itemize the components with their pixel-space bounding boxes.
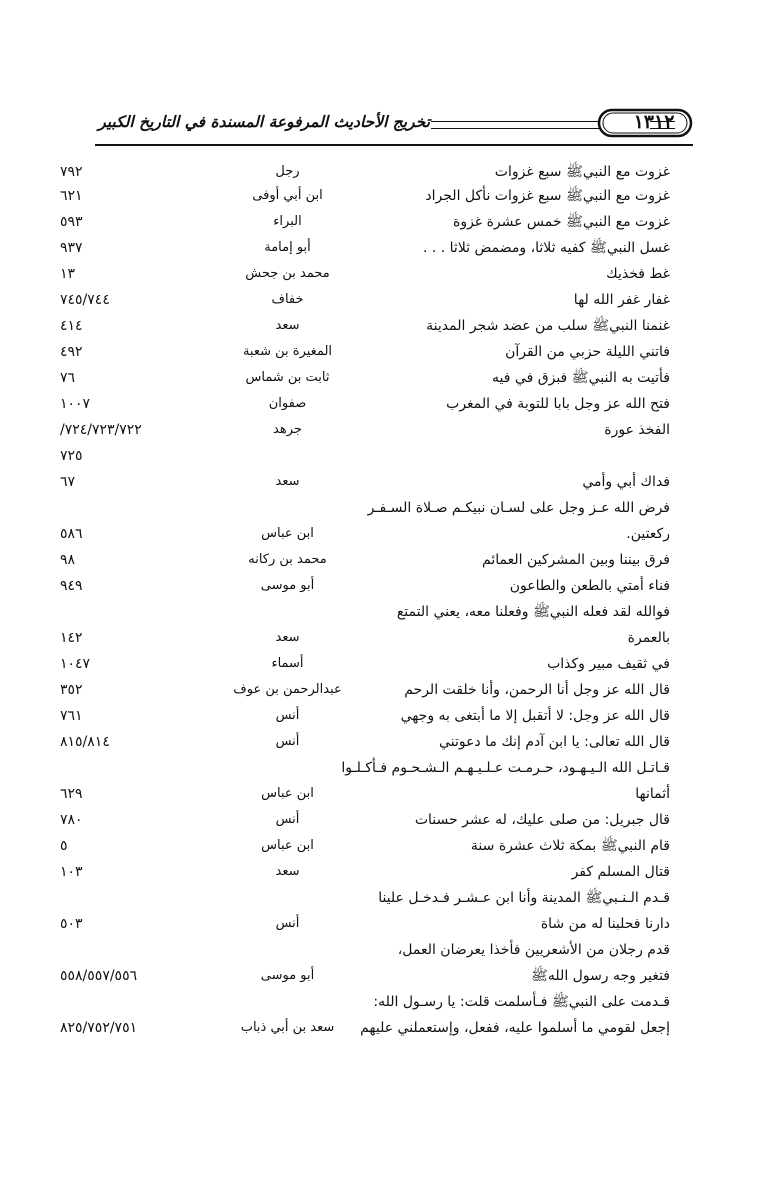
narrator: سعد بن أبي ذباب	[240, 1020, 335, 1035]
index-row	[0, 886, 765, 910]
index-row	[0, 262, 765, 286]
index-row	[0, 678, 765, 702]
hadith-text: فرق بيننا وبين المشركين العمائم	[482, 552, 670, 568]
index-row	[0, 548, 765, 572]
index-row	[0, 782, 765, 806]
narrator: رجل	[275, 164, 300, 179]
narrator: أبو موسى	[260, 578, 315, 593]
narrator: جرهد	[273, 422, 302, 437]
narrator: سعد	[275, 630, 300, 645]
reference-numbers: ٨٢٥/٧٥٢/٧٥١	[60, 1020, 138, 1036]
hadith-text: قال جبريل: من صلى عليك، له عشر حسنات	[414, 812, 670, 828]
hadith-text: قدم رجلان من الأشعريين فأخذا يعرضان العمل،	[397, 942, 670, 958]
narrator: البراء	[273, 214, 302, 229]
header-underline	[95, 144, 693, 146]
index-row	[0, 990, 765, 1014]
narrator: عبدالرحمن بن عوف	[233, 682, 342, 697]
reference-numbers: ٧٦	[60, 370, 76, 386]
reference-numbers: ١٣	[60, 266, 76, 282]
hadith-text: قـاتـل الله الـيـهـود، حـرمـت عـلـيـهـم الـشـحـوم فـأكـلـوا	[341, 760, 670, 776]
reference-numbers: ١٠٤٧	[60, 656, 91, 672]
index-row	[0, 860, 765, 884]
hadith-text: إجعل لقومي ما أسلموا عليه، ففعل، وإستعملني عليهم	[360, 1020, 670, 1036]
narrator: محمد بن ركانه	[248, 552, 327, 567]
index-row	[0, 600, 765, 624]
narrator: سعد	[275, 864, 300, 879]
hadith-text: قام النبيﷺ بمكة ثلاث عشرة سنة	[470, 838, 670, 854]
reference-numbers: ٩٨	[60, 552, 76, 568]
hadith-text: غسل النبيﷺ كفيه ثلاثا، ومضمض ثلاثا . . .	[422, 240, 670, 256]
index-row	[0, 626, 765, 650]
index-row	[0, 184, 765, 208]
hadith-text: فناء أمتي بالطعن والطاعون	[509, 578, 670, 594]
index-row	[0, 574, 765, 598]
reference-numbers: ٦٧	[60, 474, 76, 490]
hadith-text: قتال المسلم كفر	[571, 864, 670, 880]
narrator: سعد	[275, 474, 300, 489]
reference-numbers: ٥٩٣	[60, 214, 83, 230]
index-row	[0, 652, 765, 676]
index-row	[0, 834, 765, 858]
narrator: سعد	[275, 318, 300, 333]
reference-numbers: ١٠٣	[60, 864, 83, 880]
hadith-text: قال الله تعالى: يا ابن آدم إنك ما دعوتني	[439, 734, 670, 750]
reference-numbers: ١٤٢	[60, 630, 83, 646]
narrator: ابن عباس	[261, 786, 314, 801]
reference-numbers: ٥٥٨/٥٥٧/٥٥٦	[60, 968, 138, 984]
hadith-text: غزوت مع النبيﷺ سبع غزوات	[494, 164, 670, 180]
reference-numbers: ٣٥٢	[60, 682, 83, 698]
index-row	[0, 444, 765, 468]
running-title: تخريج الأحاديث المرفوعة المسندة في التاريخ الكبير	[98, 112, 430, 131]
hadith-text: ركعتين.	[626, 526, 670, 542]
index-row	[0, 340, 765, 364]
narrator: ابن عباس	[261, 526, 314, 541]
reference-numbers: ٥	[60, 838, 68, 854]
index-row	[0, 808, 765, 832]
index-row	[0, 912, 765, 936]
narrator: أنس	[275, 708, 300, 723]
hadith-text: قال الله عز وجل: لا أتقبل إلا ما أبتغى به وجهي	[400, 708, 670, 724]
index-row	[0, 496, 765, 520]
reference-numbers: ٩٤٩	[60, 578, 83, 594]
narrator: ابن عباس	[261, 838, 314, 853]
narrator: أبو إمامة	[264, 240, 311, 255]
index-row	[0, 756, 765, 780]
hadith-text: فاتني الليلة حزبي من القرآن	[505, 344, 670, 360]
narrator: صفوان	[268, 396, 307, 411]
hadith-text: غزوت مع النبيﷺ خمس عشرة غزوة	[452, 214, 670, 230]
hadith-text: غزوت مع النبيﷺ سبع غزوات نأكل الجراد	[425, 188, 670, 204]
hadith-text: فتح الله عز وجل بابا للتوبة في المغرب	[446, 396, 670, 412]
narrator: أسماء	[271, 656, 304, 671]
index-row	[0, 236, 765, 260]
hadith-text: فداك أبي وأمي	[582, 474, 670, 490]
hadith-text: غط فخذيك	[606, 266, 670, 282]
reference-numbers: ٧٤٥/٧٤٤	[60, 292, 110, 308]
reference-numbers: ٦٢٩	[60, 786, 83, 802]
index-row	[0, 964, 765, 988]
reference-numbers: ٤٩٢	[60, 344, 83, 360]
hadith-text: قال الله عز وجل أنا الرحمن، وأنا خلقت الرحم	[404, 682, 670, 698]
hadith-text: فرض الله عـز وجل على لسـان نبيكـم صـلاة السـفـر	[367, 500, 670, 516]
index-row	[0, 366, 765, 390]
hadith-text: فأتيت به النبيﷺ فبزق في فيه	[492, 370, 670, 386]
reference-numbers: ٥٠٣	[60, 916, 83, 932]
hadith-text: قـدمت على النبيﷺ فـأسلمت قلت: يا رسـول الله:	[373, 994, 670, 1010]
index-row	[0, 314, 765, 338]
index-row	[0, 730, 765, 754]
index-row	[0, 470, 765, 494]
narrator: ابن أبي أوفى	[252, 188, 323, 203]
hadith-text: أثمانها	[635, 786, 670, 802]
hadith-text: قـدم الـنـبيﷺ المدينة وأنا ابن عـشـر فـدخـل علينا	[378, 890, 670, 906]
hadith-text: غنمنا النبيﷺ سلب من عضد شجر المدينة	[426, 318, 670, 334]
header-rule-right	[650, 121, 675, 129]
index-row	[0, 522, 765, 546]
hadith-text: غفار غفر الله لها	[573, 292, 670, 308]
narrator: المغيرة بن شعبة	[242, 344, 333, 359]
page-number: ١٣١٢	[633, 111, 675, 133]
reference-numbers: /٧٢٤/٧٢٣/٧٢٢	[60, 422, 142, 438]
reference-numbers: ٧٨٠	[60, 812, 83, 828]
index-row	[0, 418, 765, 442]
reference-numbers: ٧٦١	[60, 708, 83, 724]
reference-numbers: ٥٨٦	[60, 526, 83, 542]
hadith-text: بالعمرة	[627, 630, 670, 646]
reference-numbers: ٤١٤	[60, 318, 83, 334]
narrator: أنس	[275, 916, 300, 931]
reference-numbers: ٩٣٧	[60, 240, 83, 256]
index-row	[0, 704, 765, 728]
hadith-text: في ثقيف مبير وكذاب	[547, 656, 670, 672]
hadith-text: فوالله لقد فعله النبيﷺ وفعلنا معه، يعني التمتع	[396, 604, 670, 620]
index-row	[0, 938, 765, 962]
hadith-text: الفخذ عورة	[604, 422, 670, 438]
reference-numbers: ٨١٥/٨١٤	[60, 734, 110, 750]
header-rule	[431, 121, 599, 129]
index-row	[0, 160, 765, 184]
narrator: أنس	[275, 734, 300, 749]
narrator: محمد بن جحش	[245, 266, 330, 281]
reference-numbers: ٦٢١	[60, 188, 83, 204]
narrator: ثابت بن شماس	[245, 370, 330, 385]
reference-numbers: ٧٩٢	[60, 164, 83, 180]
hadith-text: فتغير وجه رسول اللهﷺ	[531, 968, 670, 984]
reference-numbers: ١٠٠٧	[60, 396, 91, 412]
index-row	[0, 210, 765, 234]
index-row	[0, 288, 765, 312]
narrator: خفاف	[271, 292, 304, 307]
reference-numbers: ٧٢٥	[60, 448, 83, 464]
index-row	[0, 392, 765, 416]
narrator: أبو موسى	[260, 968, 315, 983]
page-header	[95, 108, 675, 154]
hadith-text: دارنا فحلبنا له من شاة	[540, 916, 670, 932]
index-row	[0, 1016, 765, 1040]
narrator: أنس	[275, 812, 300, 827]
